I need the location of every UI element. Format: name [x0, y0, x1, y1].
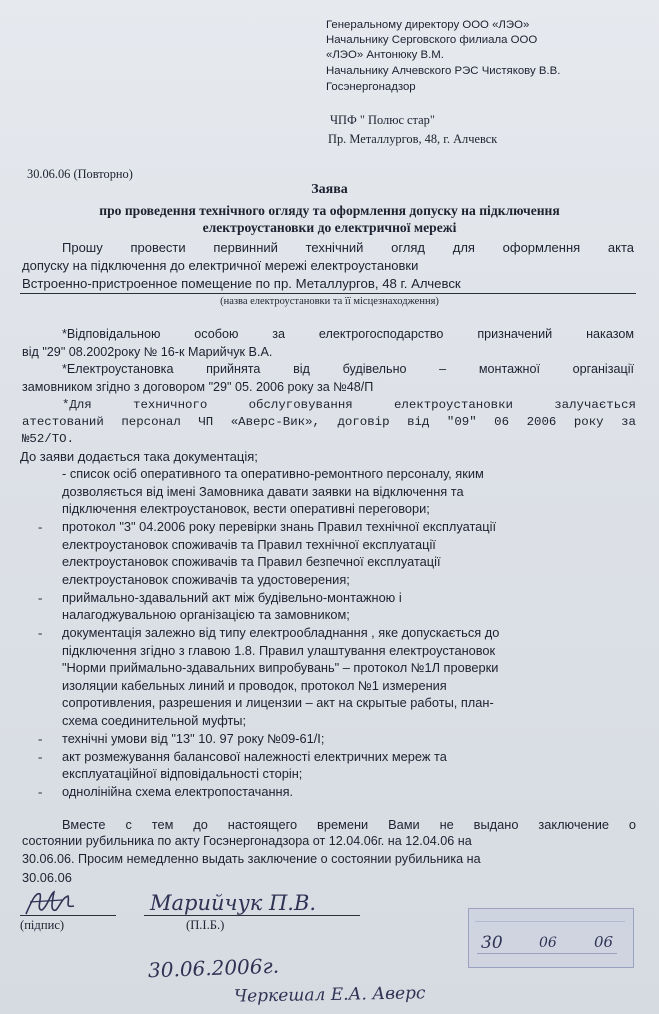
- attachment-2-line-4: електроустановок споживачів та удостоверения;: [62, 572, 350, 587]
- installer-line-2: замовником згідно з договором "29" 05. 2006 року за №48/П: [22, 380, 374, 394]
- doc-subtitle-2: електроустановки до електричної мережі: [202, 220, 457, 235]
- maintenance-line-1: *Для техничного обслуговування електроустановки залучається: [62, 398, 636, 412]
- addressee-line-5: Госэнергонадзор: [326, 81, 416, 93]
- closing-line-3: 30.06.06. Просим немедленно выдать заключение о состоянии рубильника на: [22, 852, 481, 866]
- handwritten-receiver: Черкешал Е.А. Аверс: [233, 983, 426, 1007]
- sender-address: Пр. Металлургов, 48, г. Алчевск: [328, 132, 498, 146]
- maintenance-line-3: №52/ТО.: [22, 432, 75, 446]
- closing-line-1: Вместе с тем до настоящего времени Вами не выдано заключение о: [62, 817, 636, 832]
- installation-underline: [20, 293, 636, 294]
- attachment-5-line-1: технічні умови від "13" 10. 97 року №09-61/І;: [62, 731, 325, 746]
- attachment-4-line-2: підключення згідно з главою 1.8. Правил улаштування електроустановок: [62, 643, 496, 658]
- responsible-line-1: *Відповідальною особою за електрогосподарство призначений наказом: [62, 327, 634, 341]
- attachment-2-line-3: електроустановок споживачів та Правил безпечної експлуатації: [62, 554, 441, 569]
- attachments-intro: До заяви додається така документація;: [20, 449, 258, 464]
- attachment-4-bullet: -: [38, 625, 43, 640]
- name-line: [144, 915, 360, 916]
- attachment-2-bullet: -: [38, 519, 43, 534]
- attachment-4-line-4: изоляции кабельных линий и проводок, протокол №1 измерения: [62, 678, 447, 693]
- closing-line-2: состоянии рубильника по акту Госэнергонадзора от 12.04.06г. на 12.04.06 на: [22, 834, 472, 848]
- attachment-6-bullet: -: [38, 749, 43, 764]
- sender-name: ЧПФ " Полюс стар": [330, 113, 435, 127]
- attachment-3-bullet: -: [38, 590, 43, 605]
- attachment-6-line-2: експлуатаційної відповідальності сторін;: [62, 766, 303, 781]
- stamp-date-month: 06: [539, 935, 557, 951]
- request-line-1: Прошу провести первинний технічний огляд для оформлення акта: [62, 240, 634, 255]
- handwritten-signature: [22, 888, 82, 918]
- attachment-7-line-1: однолінійна схема електропостачання.: [62, 784, 294, 799]
- stamp-date-day: 30: [481, 933, 503, 953]
- signature-caption: (підпис): [20, 918, 65, 932]
- attachment-3-line-2: налагоджувальною організацією та замовником;: [62, 607, 350, 622]
- attachment-3-line-1: приймально-здавальний акт між будівельно-монтажною і: [62, 590, 402, 605]
- attachment-4-line-1: документація залежно від типу електрообладнання , яке допускається до: [62, 625, 500, 640]
- attachment-5-bullet: -: [38, 731, 43, 746]
- installation-name: Встроенно-пристроенное помещение по пр. Металлургов, 48 г. Алчевск: [22, 276, 461, 291]
- attachment-7-bullet: -: [38, 784, 43, 799]
- installation-caption: (назва електроустановки та її місцезнаходження): [220, 296, 439, 307]
- responsible-line-2: від "29" 08.2002року № 16-к Марийчук В.А.: [22, 345, 273, 359]
- attachment-2-line-1: протокол "3" 04.2006 року перевірки знань Правил технічної експлуатації: [62, 519, 497, 534]
- doc-title: Заява: [311, 182, 348, 197]
- maintenance-line-2: атестований персонал ЧП «Аверс-Вик», договір від "09" 06 2006 року за: [22, 415, 636, 429]
- registration-stamp: [468, 908, 634, 968]
- addressee-line-4: Начальнику Алчевского РЭС Чистякову В.В.: [326, 65, 561, 77]
- attachment-1-line-3: підключення електроустановок, вести оперативні переговори;: [62, 501, 430, 516]
- attachment-2-line-2: електроустановок споживачів та Правил технічної експлуатації: [62, 537, 436, 552]
- addressee-line-2: Начальнику Серговского филиала ООО: [326, 34, 538, 46]
- addressee-line-3: «ЛЭО» Антонюку В.М.: [326, 49, 444, 61]
- attachment-1-line-2: дозволяється від імені Замовника давати заявки на відключення та: [62, 484, 464, 499]
- signature-line: [20, 915, 116, 916]
- attachment-1-line-1: - список осіб оперативного та оперативно-ремонтного персоналу, яким: [62, 466, 484, 481]
- attachment-4-line-3: "Норми приймально-здавальних випробувань" – протокол №1Л проверки: [62, 660, 499, 675]
- stamp-date-year: 06: [594, 933, 614, 951]
- doc-subtitle-1: про проведення технічного огляду та оформлення допуску на підключення: [99, 203, 560, 218]
- handwritten-date: 30.06.2006г.: [147, 953, 280, 983]
- request-line-2: допуску на підключення до електричної мережі електроустановки: [22, 258, 419, 273]
- attachment-4-line-6: схема соединительной муфты;: [62, 713, 247, 728]
- attachment-4-line-5: сопротивления, разрешения и лицензии – акт на скрытые работы, план-: [62, 695, 494, 710]
- date-header: 30.06.06 (Повторно): [27, 167, 133, 181]
- addressee-line-1: Генеральному директору ООО «ЛЭО»: [326, 19, 530, 31]
- installer-line-1: *Електроустановка прийнята від будівельно – монтажної організації: [62, 362, 634, 376]
- attachment-6-line-1: акт розмежування балансової належності електричних мереж та: [62, 749, 447, 764]
- name-caption: (П.І.Б.): [186, 918, 225, 932]
- closing-line-4: 30.06.06: [22, 870, 72, 885]
- handwritten-name: Марийчук П.В.: [150, 891, 317, 915]
